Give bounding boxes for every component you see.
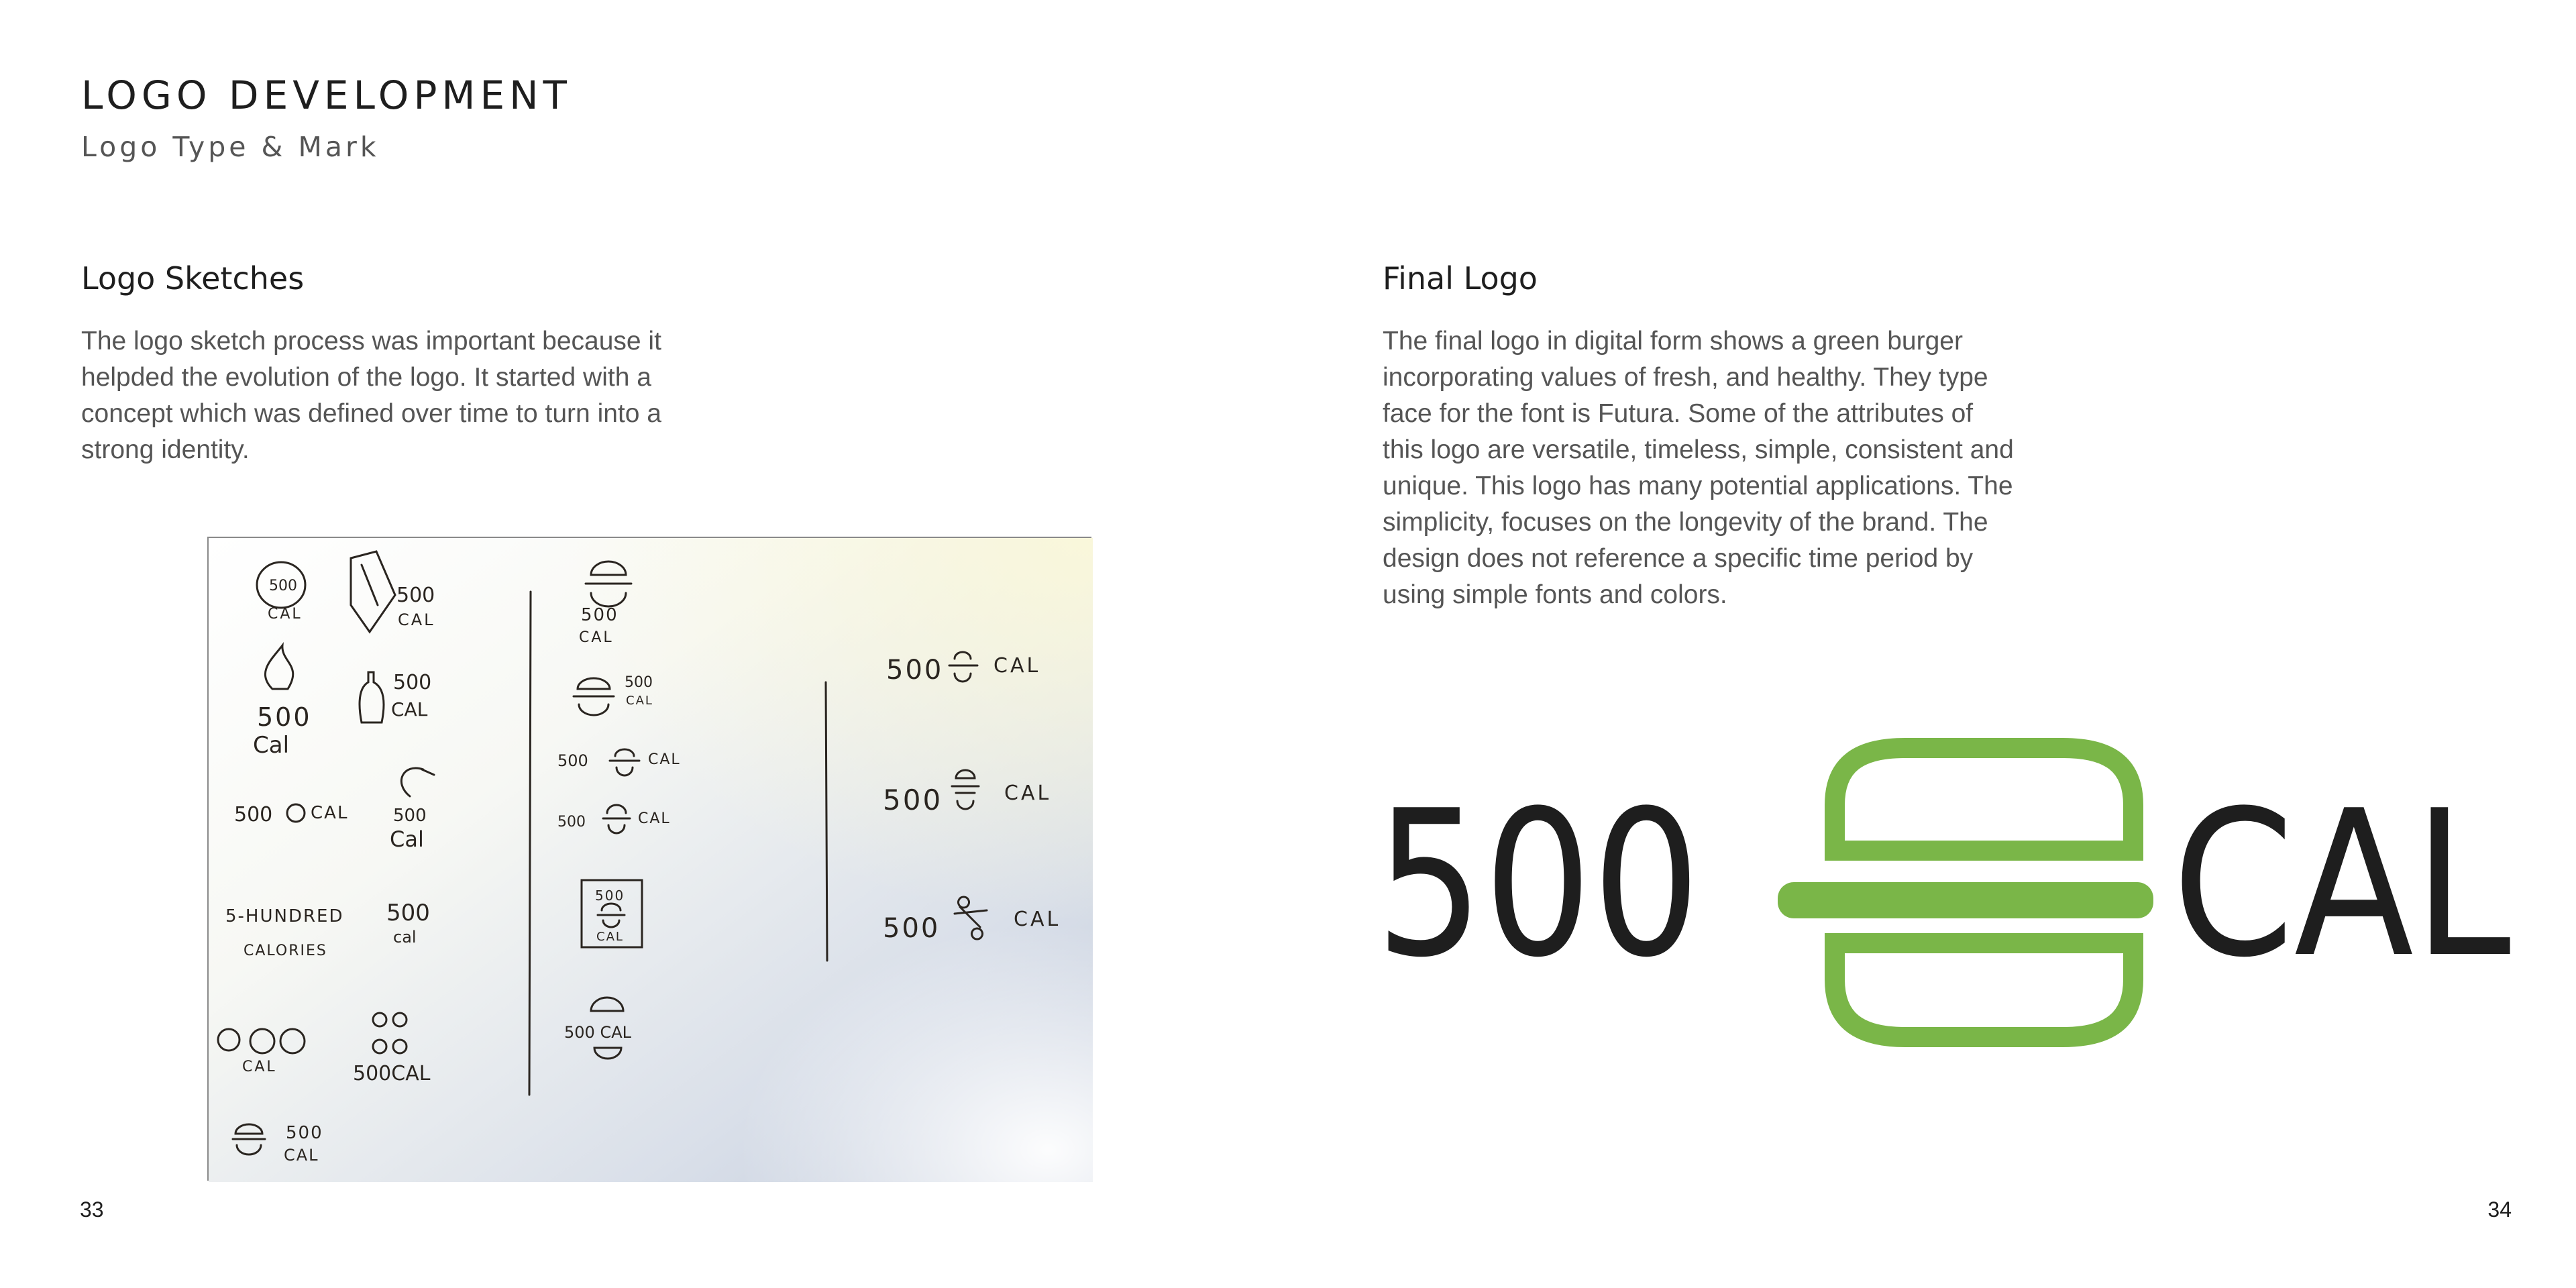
sketch-label: CALORIES [244,943,327,959]
sketch-label: 500 [886,655,944,686]
sketch-label: CAL [268,606,303,623]
sketch-label: 500 [393,671,432,694]
sketch-label: 5-HUNDRED [225,906,344,926]
paragraph-line: this logo are versatile, timeless, simple, consistent and [1383,435,2014,464]
logo-sketches-heading: Logo Sketches [81,260,305,297]
sketch-label: Cal [390,826,424,852]
page-subtitle: Logo Type & Mark [81,131,380,163]
sketch-label: 500 [595,888,625,904]
page-title: LOGO DEVELOPMENT [81,72,572,118]
sketch-label: 500 [557,751,588,770]
sketch-label: 500 [557,814,586,830]
sketch-label: 500 [883,784,943,816]
sketch-label: CAL [311,803,349,823]
sketch-label: 500 [386,900,430,926]
sketch-label: CAL [391,698,428,720]
paragraph-line: unique. This logo has many potential applications. The [1383,472,2013,500]
sketch-label: 500 [883,913,941,944]
sketch-label: CAL [579,629,614,646]
logo-sketches-photo [207,537,1091,1181]
sketch-label: 500 [625,674,653,691]
sketch-label: CAL [648,751,681,768]
logo-unit-text: CAL [2172,767,2512,1002]
paragraph-line: design does not reference a specific time period by [1383,544,1974,573]
sketch-label: 500 [286,1123,323,1143]
sketch-label: CAL [1004,782,1052,805]
sketch-label: 500 [581,605,619,625]
page-number-right: 34 [2487,1197,2512,1222]
sketch-label: CAL [638,810,671,827]
paragraph-line: The logo sketch process was important because it [81,327,661,356]
sketch-label: 500 [396,584,435,607]
paragraph-line: The final logo in digital form shows a green burger [1383,327,1963,356]
sketch-label: cal [393,928,417,947]
sketch-label: CAL [1014,908,1061,931]
page-number-left: 33 [80,1197,104,1222]
sketch-label: CAL [994,654,1041,678]
sketch-label: CAL [596,930,624,944]
sketch-label: 500 [269,578,297,594]
sketch-drawing [209,538,1093,1182]
paragraph-line: face for the font is Futura. Some of the attributes of [1383,399,1974,428]
sketch-label: 500 [234,803,273,826]
final-logo-heading: Final Logo [1383,260,1538,297]
sketch-label: CAL [242,1059,277,1075]
paragraph-line: using simple fonts and colors. [1383,580,1727,609]
sketch-label: CAL [284,1146,319,1165]
sketch-label: Cal [253,732,290,759]
sketch-label: CAL [626,694,653,708]
sketch-label: CAL [398,610,435,629]
paragraph-line: simplicity, focuses on the longevity of the brand. The [1383,508,1988,537]
final-logo [1375,738,2516,1046]
sketch-label: 500 [257,702,312,732]
final-logo-graphic [1375,738,2516,1046]
paragraph-line: concept which was defined over time to turn into a [81,399,661,428]
burger-icon [1778,748,2153,1037]
logo-sketches-paragraph [81,323,661,468]
logo-number-text: 500 [1375,767,1701,1002]
paragraph-line: strong identity. [81,435,250,464]
sketch-label: 500 [393,806,427,826]
sketch-label: 500CAL [353,1062,431,1085]
sketch-label: 500 CAL [564,1023,631,1042]
paragraph-line: helpded the evolution of the logo. It started with a [81,363,651,392]
final-logo-paragraph [1383,323,2014,613]
paragraph-line: incorporating values of fresh, and healthy. They type [1383,363,1988,392]
